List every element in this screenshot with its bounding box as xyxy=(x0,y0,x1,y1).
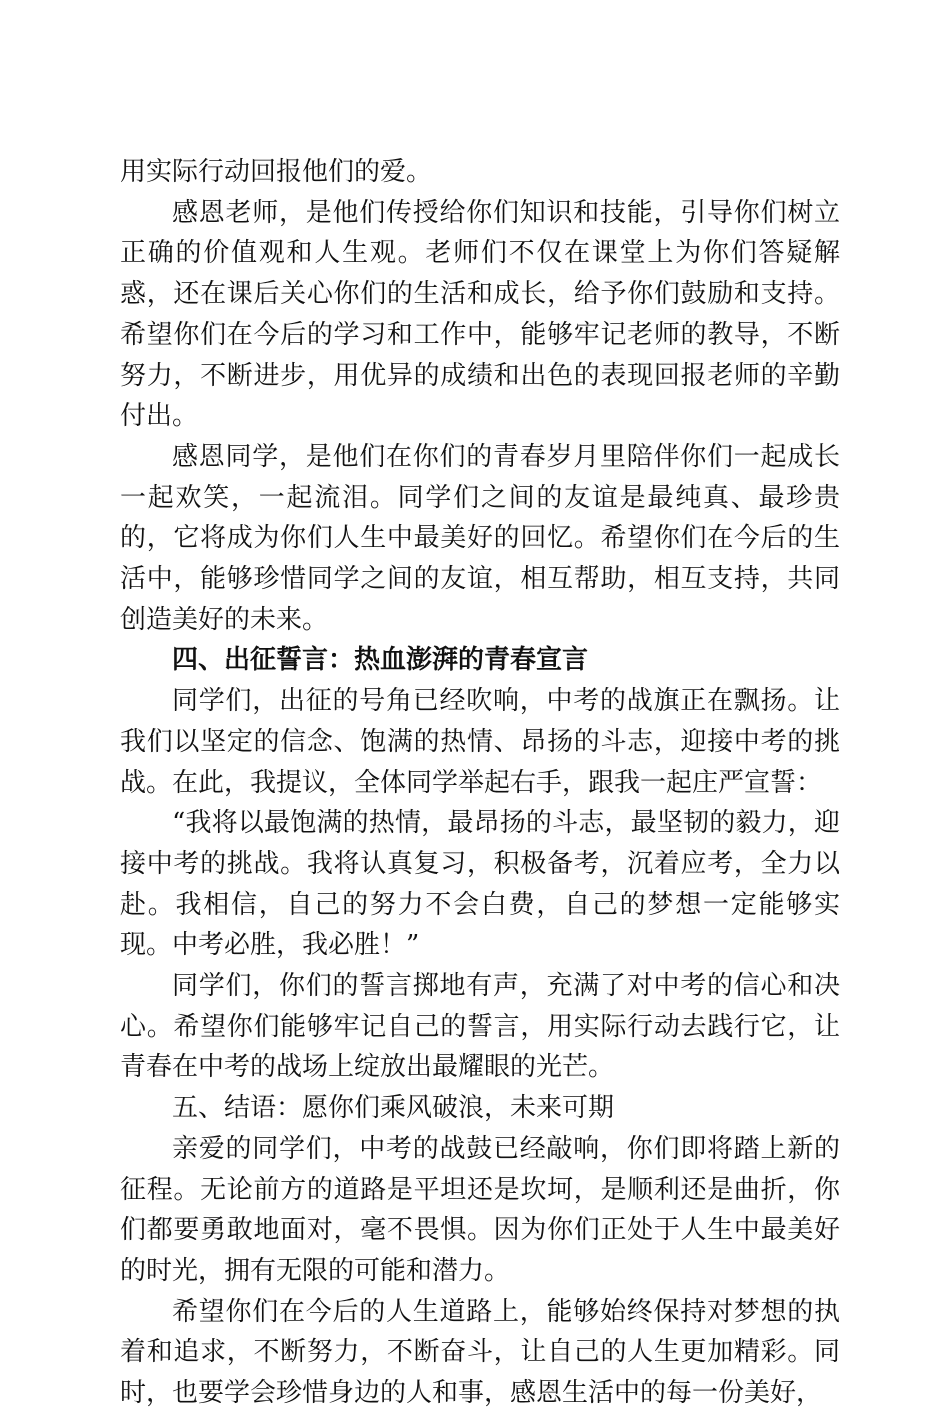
section-heading-conclusion: 五、结语：愿你们乘风破浪，未来可期 xyxy=(172,1093,615,1124)
paragraph-oath-response: 同学们，你们的誓言掷地有声，充满了对中考的信心和决心。希望你们能够牢记自己的誓言，用实际行动去践行它，让青春在中考的战场上绽放出最耀眼的光芒。 xyxy=(120,971,840,1083)
section-heading-oath: 四、出征誓言：热血澎湃的青春宣言 xyxy=(172,645,589,676)
paragraph-oath-quote: “我将以最饱满的热情，最昂扬的斗志，最坚韧的毅力，迎接中考的挑战。我将认真复习，积极备考，沉着应考，全力以赴。我相信，自己的努力不会白费，自己的梦想一定能够实现。中考必胜，我必胜！” xyxy=(120,808,840,961)
paragraph-new-journey: 亲爱的同学们，中考的战鼓已经敲响，你们即将踏上新的征程。无论前方的道路是平坦还是坎坷，是顺利还是曲折，你们都要勇敢地面对，毫不畏惧。因为你们正处于人生中最美好的时光，拥有无限的可能和潜力。 xyxy=(120,1133,840,1286)
paragraph-hopes: 希望你们在今后的人生道路上，能够始终保持对梦想的执着和追求，不断努力，不断奋斗，让自己的人生更加精彩。同时，也要学会珍惜身边的人和事，感恩生活中的每一份美好， xyxy=(120,1296,840,1409)
paragraph-call-to-oath: 同学们，出征的号角已经吹响，中考的战旗正在飘扬。让我们以坚定的信念、饱满的热情、昂扬的斗志，迎接中考的挑战。在此，我提议，全体同学举起右手，跟我一起庄严宣誓： xyxy=(120,686,840,798)
document-body xyxy=(120,152,840,1414)
paragraph-thank-teachers: 感恩老师，是他们传授给你们知识和技能，引导你们树立正确的价值观和人生观。老师们不仅在课堂上为你们答疑解惑，还在课后关心你们的生活和成长，给予你们鼓励和支持。希望你们在今后的学习和工作中，能够牢记老师的教导，不断努力，不断进步，用优异的成绩和出色的表现回报老师的辛勤付出。 xyxy=(120,197,840,432)
paragraph-continuation: 用实际行动回报他们的爱。 xyxy=(120,157,433,187)
paragraph-thank-classmates: 感恩同学，是他们在你们的青春岁月里陪伴你们一起成长一起欢笑，一起流泪。同学们之间的友谊是最纯真、最珍贵的，它将成为你们人生中最美好的回忆。希望你们在今后的生活中，能够珍惜同学之间的友谊，相互帮助，相互支持，共同创造美好的未来。 xyxy=(120,441,840,635)
